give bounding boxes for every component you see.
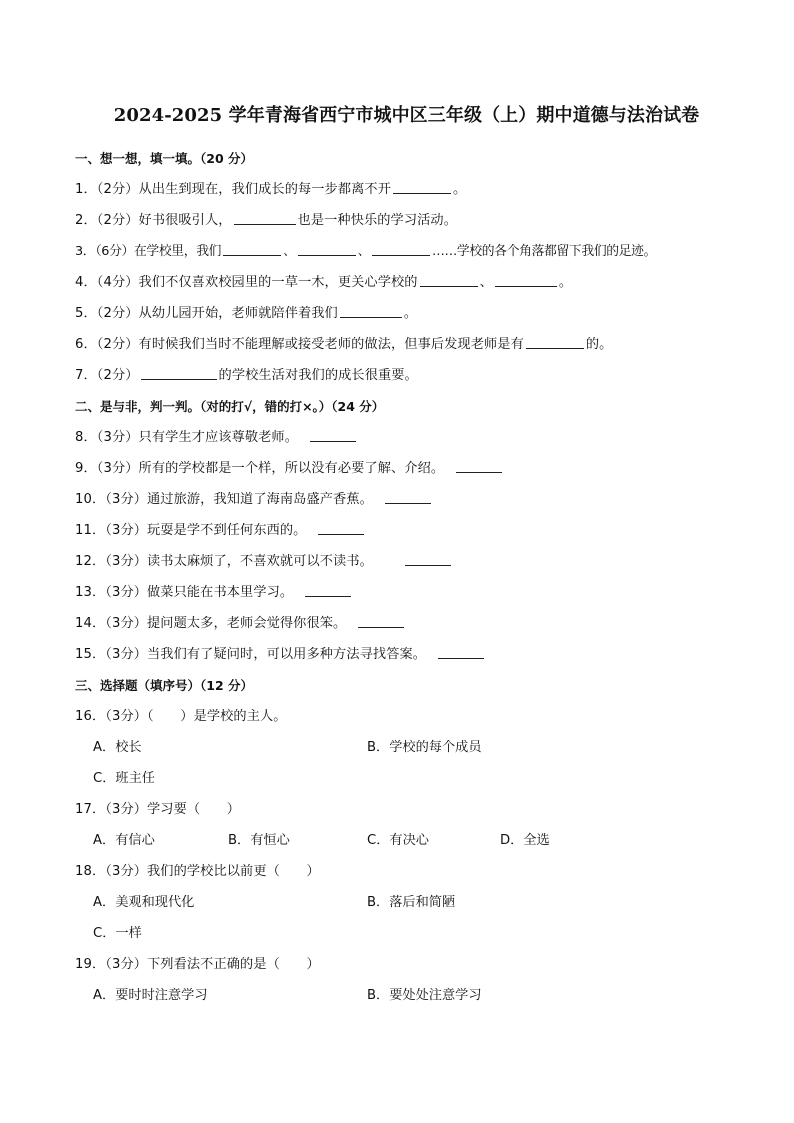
answer-blank[interactable] (385, 502, 431, 504)
section-heading-fill: 一、想一想，填一填。（20 分） (75, 151, 253, 166)
answer-blank[interactable] (340, 316, 402, 318)
question-text-end: 的学校生活对我们的成长很重要。 (218, 368, 418, 383)
question-text: 13．（3分）做菜只能在书本里学习。 (75, 585, 294, 600)
answer-blank[interactable] (234, 223, 296, 225)
options-row (75, 918, 738, 949)
options-row (75, 887, 738, 918)
question-text: 10．（3分）通过旅游，我知道了海南岛盛产香蕉。 (75, 492, 373, 507)
option-a[interactable]: A．美观和现代化 (93, 895, 195, 910)
answer-blank[interactable] (358, 626, 404, 628)
question-10 (75, 484, 738, 515)
question-5 (75, 298, 738, 329)
option-b[interactable]: B．要处处注意学习 (367, 988, 482, 1003)
section-heading-judge: 二、是与非，判一判。（对的打√，错的打×。）（24 分） (75, 399, 385, 414)
option-c[interactable]: C．班主任 (93, 771, 155, 786)
question-4 (75, 267, 738, 298)
question-text: 8．（3分）只有学生才应该尊敬老师。 (75, 430, 298, 445)
options-row (75, 732, 738, 763)
answer-blank[interactable] (141, 378, 217, 380)
answer-blank[interactable] (438, 657, 484, 659)
question-text-end: 的。 (585, 337, 613, 352)
question-8 (75, 422, 738, 453)
question-text: 7．（2分） (75, 368, 139, 383)
question-text: 4．（4分）我们不仅喜欢校园里的一草一木，更关心学校的 (75, 275, 418, 290)
page-title: 2024-2025 学年青海省西宁市城中区三年级（上）期中道德与法治试卷 (113, 105, 700, 126)
answer-blank[interactable] (318, 533, 364, 535)
question-text: 14．（3分）提问题太多，老师会觉得你很笨。 (75, 616, 347, 631)
question-19: 19．（3分）下列看法不正确的是（ ） (75, 957, 320, 972)
option-a[interactable]: A．校长 (93, 740, 142, 755)
question-text: 1．（2分）从出生到现在，我们成长的每一步都离不开 (75, 182, 391, 197)
answer-blank[interactable] (456, 471, 502, 473)
option-b[interactable]: B．学校的每个成员 (367, 740, 482, 755)
separator: 、 (357, 244, 371, 259)
question-text: 6．（2分）有时候我们当时不能理解或接受老师的做法，但事后发现老师是有 (75, 337, 524, 352)
option-a[interactable]: A．要时时注意学习 (93, 988, 208, 1003)
option-b[interactable]: B．有恒心 (228, 833, 290, 848)
question-9 (75, 453, 738, 484)
question-text: 15．（3分）当我们有了疑问时，可以用多种方法寻找答案。 (75, 647, 427, 662)
question-13 (75, 577, 738, 608)
options-row (75, 825, 738, 856)
question-2 (75, 205, 738, 236)
question-text-end: 。 (558, 275, 573, 290)
question-15 (75, 639, 738, 670)
answer-blank[interactable] (305, 595, 351, 597)
answer-blank[interactable] (495, 285, 557, 287)
answer-blank[interactable] (405, 564, 451, 566)
question-17: 17．（3分）学习要（ ） (75, 802, 241, 817)
question-text: 3．（6分）在学校里，我们 (75, 244, 222, 259)
question-12 (75, 546, 738, 577)
question-16: 16．（3分）（ ）是学校的主人。 (75, 709, 287, 724)
answer-blank[interactable] (420, 285, 478, 287)
question-text: 12．（3分）读书太麻烦了，不喜欢就可以不读书。 (75, 554, 373, 569)
answer-blank[interactable] (393, 192, 451, 194)
question-text-end: 也是一种快乐的学习活动。 (297, 213, 457, 228)
option-d[interactable]: D．全选 (500, 833, 550, 848)
question-text-end: 。 (403, 306, 418, 321)
option-c[interactable]: C．一样 (93, 926, 142, 941)
question-1 (75, 174, 738, 205)
question-text-end: ……学校的各个角落都留下我们的足迹。 (432, 244, 657, 259)
separator: 、 (283, 244, 296, 259)
question-text: 2．（2分）好书很吸引人， (75, 213, 232, 228)
question-text: 11．（3分）玩耍是学不到任何东西的。 (75, 523, 307, 538)
section-heading-choice: 三、选择题（填序号）（12 分） (75, 678, 253, 693)
separator: 、 (479, 275, 493, 290)
question-text-end: 。 (453, 182, 467, 197)
question-14 (75, 608, 738, 639)
option-b[interactable]: B．落后和简陋 (367, 895, 456, 910)
question-3 (75, 236, 738, 267)
option-c[interactable]: C．有决心 (367, 833, 429, 848)
question-text: 9．（3分）所有的学校都是一个样，所以没有必要了解、介绍。 (75, 461, 445, 476)
answer-blank[interactable] (372, 254, 430, 256)
question-text: 5．（2分）从幼儿园开始，老师就陪伴着我们 (75, 306, 338, 321)
answer-blank[interactable] (298, 254, 356, 256)
options-row (75, 980, 738, 1011)
question-18: 18．（3分）我们的学校比以前更（ ） (75, 864, 320, 879)
question-7 (75, 360, 738, 391)
answer-blank[interactable] (223, 254, 281, 256)
options-row (75, 763, 738, 794)
question-11 (75, 515, 738, 546)
option-a[interactable]: A．有信心 (93, 833, 155, 848)
answer-blank[interactable] (526, 347, 584, 349)
question-6 (75, 329, 738, 360)
answer-blank[interactable] (310, 440, 356, 442)
